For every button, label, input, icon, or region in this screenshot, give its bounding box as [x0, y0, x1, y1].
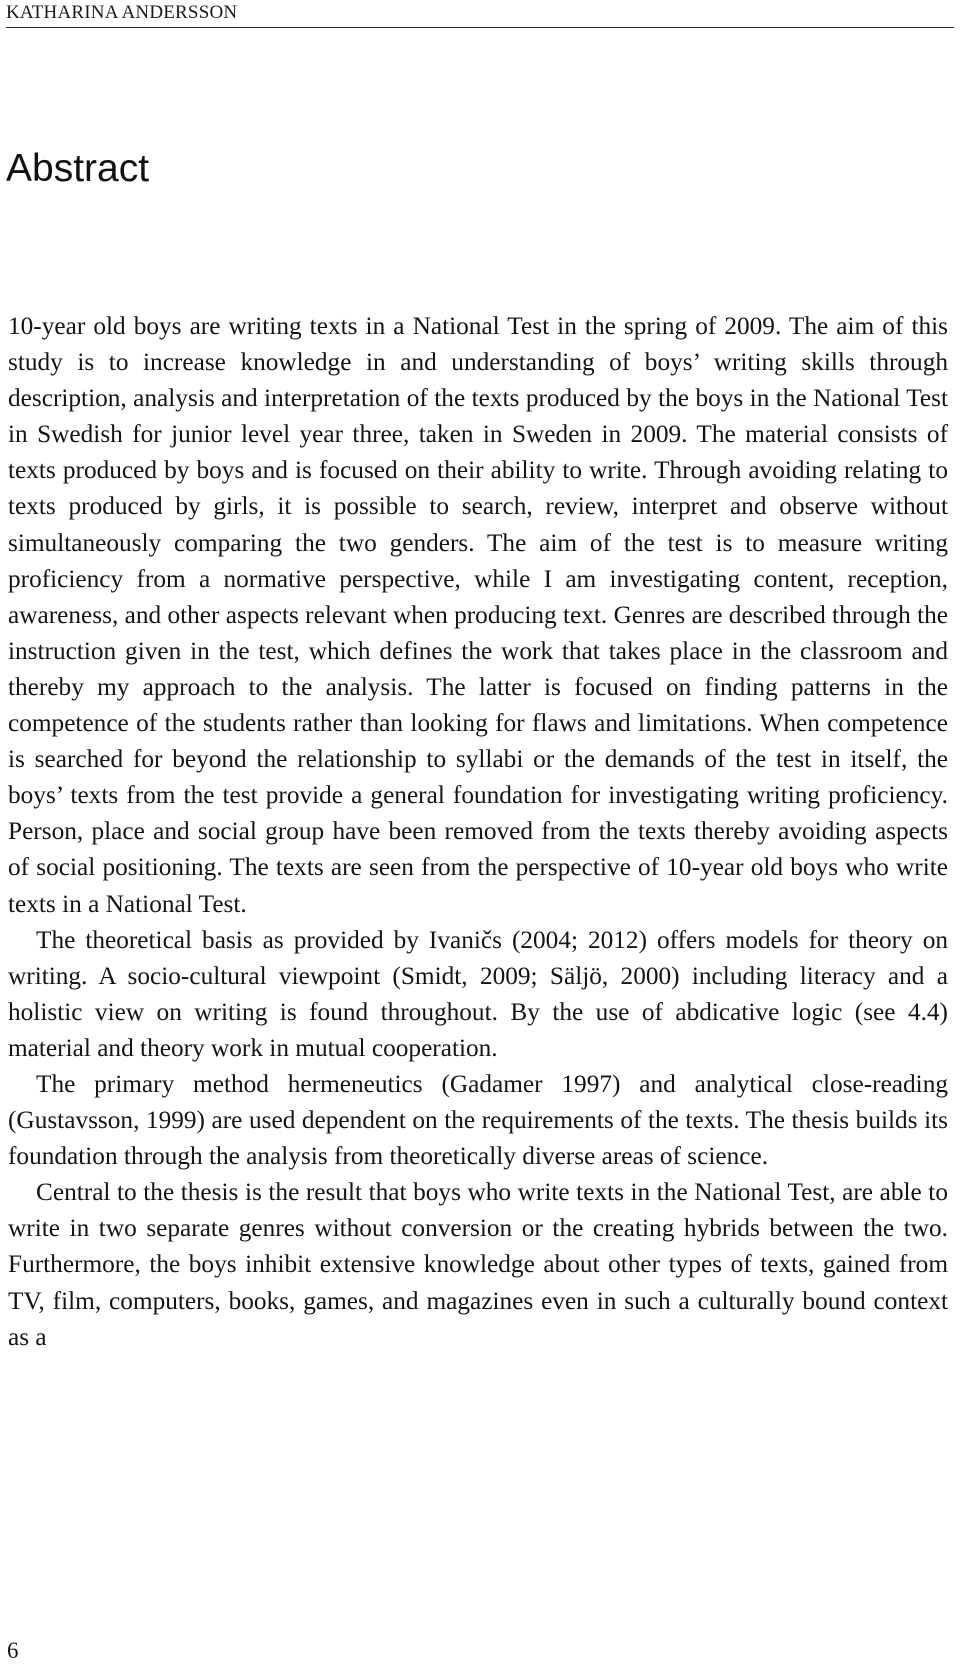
abstract-body	[8, 308, 948, 1355]
paragraph: 10-year old boys are writing texts in a National Test in the spring of 2009. The aim of this study is to increase knowledge in and understanding of boys’ writing skills through description, analysis and interpretation of the texts produced by the boys in the National Test in Swedish for junior level year three, taken in Sweden in 2009. The material consists of texts produced by boys and is focused on their ability to write. Through avoiding relating to texts produced by girls, it is possible to search, review, interpret and observe without simultaneously comparing the two genders. The aim of the test is to measure writing proficiency from a normative perspective, while I am investigating content, reception, awareness, and other aspects relevant when producing text. Genres are described through the instruction given in the test, which defines the work that takes place in the classroom and thereby my approach to the analysis. The latter is focused on finding patterns in the competence of the students rather than looking for flaws and limitations. When competence is searched for beyond the relationship to syllabi or the demands of the test in itself, the boys’ texts from the test provide a general foundation for investigating writing proficiency. Person, place and social group have been removed from the texts thereby avoiding aspects of social positioning. The texts are seen from the perspective of 10-year old boys who write texts in a National Test.	[8, 312, 948, 918]
paragraph: The primary method hermeneutics (Gadamer 1997) and analytical close-reading (Gustavsson, 1999) are used dependent on the requirements of the texts. The thesis builds its foundation through the analysis from theoretically diverse areas of science.	[8, 1069, 948, 1171]
header-rule	[6, 27, 954, 28]
paragraph: The theoretical basis as provided by Ivaničs (2004; 2012) offers models for theory on writing. A socio-cultural viewpoint (Smidt, 2009; Säljö, 2000) including literacy and a holistic view on writing is found throughout. By the use of abdicative logic (see 4.4) material and theory work in mutual cooperation.	[8, 925, 948, 1062]
section-title: Abstract	[6, 147, 150, 190]
page-number: 6	[7, 1638, 19, 1663]
running-header: KATHARINA ANDERSSON	[6, 2, 238, 23]
paragraph: Central to the thesis is the result that boys who write texts in the National Test, are able to write in two separate genres without conversion or the creating hybrids between the two. Furthermore, the boys inhibit extensive knowledge about other types of texts, gained from TV, film, computers, books, games, and magazines even in such a culturally bound context as a	[8, 1178, 948, 1351]
